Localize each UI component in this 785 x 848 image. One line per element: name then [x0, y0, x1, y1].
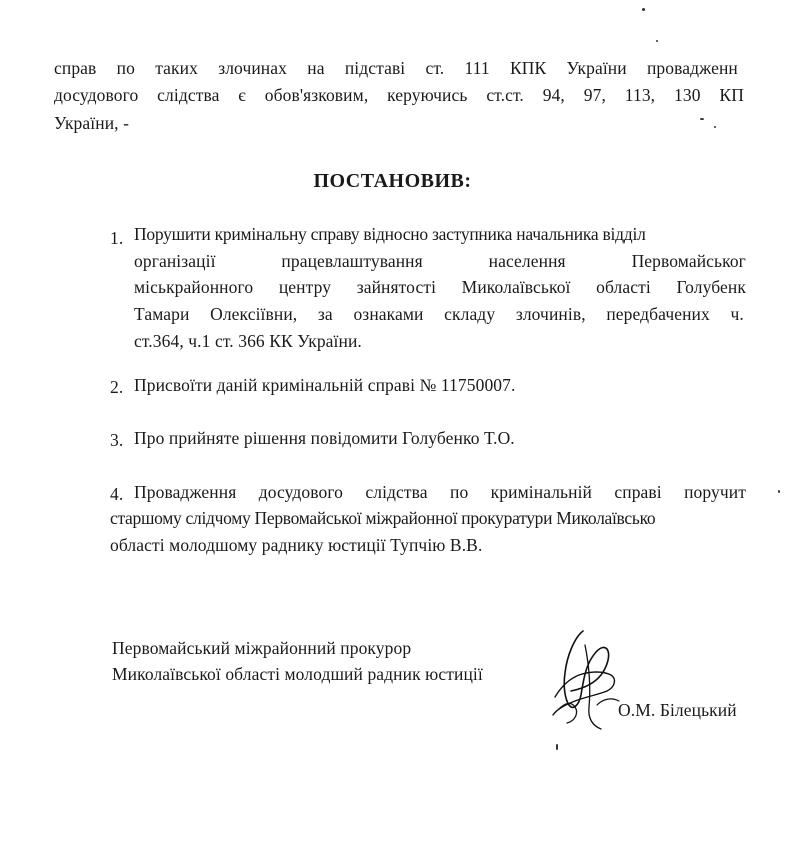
word: складу — [444, 304, 496, 324]
word: слідства — [365, 482, 428, 502]
item-1-line-5: ст.364, ч.1 ст. 366 КК України. — [134, 331, 362, 351]
word: на — [307, 58, 325, 78]
word: за — [317, 304, 333, 324]
word: Тамари — [134, 304, 190, 324]
scan-speck — [642, 8, 645, 11]
word: злочинів, — [515, 304, 586, 324]
word: керуючись — [387, 85, 468, 105]
word: організації — [134, 251, 216, 271]
word: ознаками — [353, 304, 424, 324]
word: досудового — [258, 482, 344, 502]
signatory-name: О.М. Білецький — [618, 700, 737, 720]
handwritten-signature — [545, 625, 625, 735]
word: працевлаштування — [281, 251, 423, 271]
word: міськрайонного — [134, 277, 254, 297]
word: провадженн — [646, 58, 738, 78]
word: населення — [488, 251, 566, 271]
word: України — [566, 58, 627, 78]
word: підставі — [344, 58, 406, 78]
word: 111 — [464, 58, 490, 78]
word: досудового — [54, 85, 139, 105]
item-1-line-3 — [134, 277, 746, 297]
word: є — [238, 85, 246, 105]
item-4-number: 4. — [110, 484, 124, 504]
word: таких — [155, 58, 198, 78]
word: 113, — [624, 85, 656, 105]
item-2-text: Присвоїти даній кримінальній справі № 11750007. — [134, 375, 516, 395]
word: обов'язковим, — [264, 85, 369, 105]
intro-line-2 — [54, 85, 744, 105]
item-1-number: 1. — [110, 228, 124, 248]
word: справі — [614, 482, 662, 502]
word: справ — [54, 58, 97, 78]
item-2-number: 2. — [110, 377, 124, 397]
word: центру — [278, 277, 332, 297]
word: області — [596, 277, 651, 297]
resolution-heading: ПОСТАНОВИВ: — [313, 170, 472, 192]
item-4-line-3: області молодшому раднику юстиції Тупчію В.В. — [110, 535, 483, 555]
word: Провадження — [134, 482, 237, 502]
word: Голубенк — [676, 277, 746, 297]
word: 97, — [583, 85, 606, 105]
word: Миколаївської — [461, 277, 571, 297]
word: слідства — [157, 85, 220, 105]
item-1-line-1: Порушити кримінальну справу відносно заступника начальника відділ — [134, 224, 646, 244]
item-3-text: Про прийняте рішення повідомити Голубенко Т.О. — [134, 428, 515, 448]
word: передбачених — [606, 304, 710, 324]
word: Первомайськог — [631, 251, 746, 271]
word: Олексіївни, — [210, 304, 298, 324]
scan-speck — [714, 126, 716, 128]
item-4-line-2: старшому слідчому Первомайської міжрайонної прокуратури Миколаївсько — [110, 508, 656, 528]
word: по — [116, 58, 135, 78]
word: злочинах — [218, 58, 287, 78]
scan-speck — [556, 744, 558, 750]
item-1-line-2 — [134, 251, 746, 271]
word: ст. — [425, 58, 445, 78]
intro-line-3: України, - — [54, 113, 130, 133]
word: КП — [719, 85, 744, 105]
item-1-line-4 — [134, 304, 744, 324]
intro-line-1 — [54, 58, 738, 78]
signatory-title-line-2: Миколаївської області молодший радник юстиції — [112, 664, 483, 684]
word: ч. — [730, 304, 744, 324]
word: по — [450, 482, 469, 502]
word: ст.ст. — [486, 85, 524, 105]
word: кримінальній — [490, 482, 593, 502]
item-3-number: 3. — [110, 430, 124, 450]
scan-speck — [656, 40, 658, 42]
word: КПК — [510, 58, 547, 78]
scan-speck — [700, 118, 704, 120]
word: зайнятості — [356, 277, 437, 297]
scan-speck — [778, 490, 780, 493]
word: поручит — [684, 482, 746, 502]
word: 94, — [542, 85, 565, 105]
word: 130 — [674, 85, 701, 105]
signatory-title-line-1: Первомайський міжрайонний прокурор — [112, 638, 412, 658]
item-4-line-1 — [134, 482, 746, 502]
